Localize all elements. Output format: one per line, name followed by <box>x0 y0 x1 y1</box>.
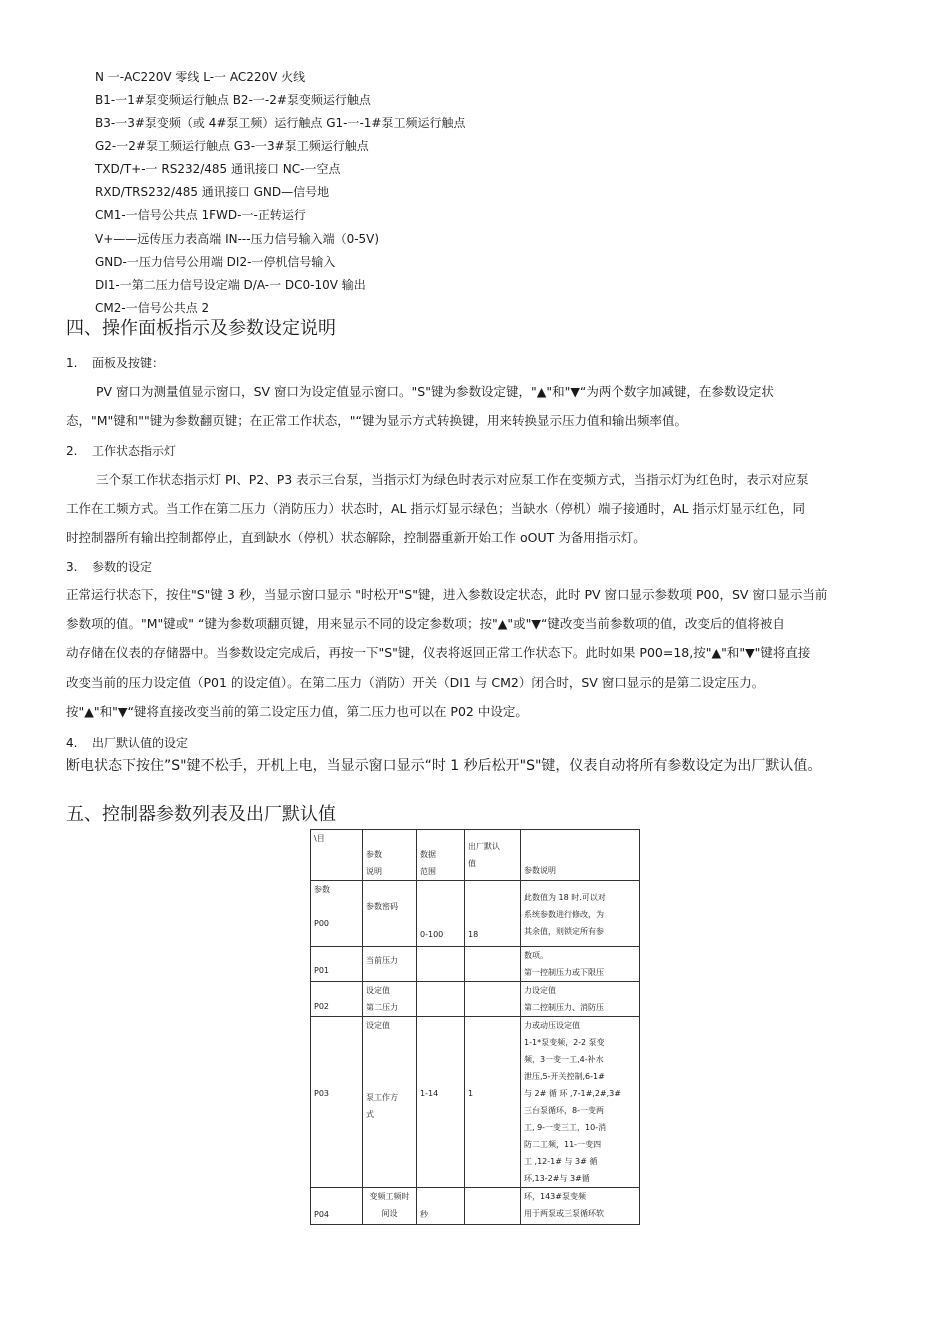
table-cell: 当前压力 <box>363 947 417 982</box>
table-cell: P04 <box>311 1188 363 1225</box>
table-cell: 此数值为 18 时.可以对 系统参数进行修改，为 其余值，则锁定所有参 <box>521 881 640 947</box>
item-number: 1. <box>66 356 78 370</box>
terminal-line: GND-一压力信号公用端 DI2-一停机信号输入 <box>95 255 336 269</box>
table-cell: 变频工频时 间设 <box>363 1188 417 1225</box>
table-cell <box>417 982 465 1017</box>
table-cell: 参数密码 <box>363 881 417 947</box>
table-cell: 设定值 泵工作方 式 <box>363 1017 417 1188</box>
section-heading: 五、控制器参数列表及出厂默认值 <box>66 804 336 825</box>
table-cell: 设定值 第二压力 <box>363 982 417 1017</box>
paragraph-line: 工作在工频方式。当工作在第二压力（消防压力）状态时，AL 指示灯显示绿色；当缺水（停机）端子接通时，AL 指示灯显示红色，同 <box>66 501 805 516</box>
item-title: 工作状态指示灯 <box>92 444 177 458</box>
numbered-heading <box>66 559 152 575</box>
terminal-line: N 一-AC220V 零线 L-一 AC220V 火线 <box>95 70 306 84</box>
terminal-line: CM1-一信号公共点 1FWD-一-正转运行 <box>95 208 306 222</box>
table-cell <box>465 1188 521 1225</box>
table-row <box>311 947 640 982</box>
header-cell: \目 <box>311 830 363 881</box>
terminal-line: B1-一1#泵变频运行触点 B2-一-2#泵变频运行触点 <box>95 93 371 107</box>
paragraph-line: 时控制器所有输出控制都停止，直到缺水（停机）状态解除，控制器重新开始工作 oOUT 为备用指示灯。 <box>66 530 646 545</box>
table-row <box>311 1188 640 1225</box>
terminal-line: G2-一2#泵工频运行触点 G3-一3#泵工频运行触点 <box>95 139 369 153</box>
terminal-line: DI1-一第二压力信号设定端 D/A-一 DC0-10V 输出 <box>95 278 366 292</box>
table-cell <box>465 947 521 982</box>
item-title: 参数的设定 <box>92 560 153 574</box>
table-cell <box>465 982 521 1017</box>
table-cell: P03 <box>311 1017 363 1188</box>
table-cell: 数项。 第一控制压力或下限压 <box>521 947 640 982</box>
paragraph-line: 参数项的值。"M"键或" “键为参数项翻页键，用来显示不同的设定参数项；按"▲"或"▼“键改变当前参数项的值，改变后的值将被自 <box>66 616 785 631</box>
table-cell: 参数 P00 <box>311 881 363 947</box>
paragraph-line: 三个泵工作状态指示灯 PI、P2、P3 表示三台泵，当指示灯为绿色时表示对应泵工作在变频方式，当指示灯为红色时，表示对应泵 <box>96 472 809 487</box>
table-cell: 1-14 <box>417 1017 465 1188</box>
terminal-line: TXD/T+-一 RS232/485 通讯接口 NC-一空点 <box>95 162 341 176</box>
item-number: 2. <box>66 444 78 458</box>
paragraph-line: PV 窗口为测量值显示窗口，SV 窗口为设定值显示窗口。"S"键为参数设定键，"▲"和"▼“为两个数字加减键，在参数设定状 <box>96 384 774 399</box>
table-cell: 0-100 <box>417 881 465 947</box>
table-cell <box>417 947 465 982</box>
table-cell: 1 <box>465 1017 521 1188</box>
header-cell: 数据 范围 <box>417 830 465 881</box>
table-cell: 力或动压设定值 1-1*泵变频，2-2 泵变 频，3一变一工,4-补水 泄压,5-开关控制,6-1# 与 2# 循 环 ,7-1#,2#,3# 三台泵循环，8-一变两 工, 9-一变三工，10-消 防二工频，11-一变四 工 ,12-1# 与 3# 循 环,13-2#与 3#循 <box>521 1017 640 1188</box>
table-row <box>311 982 640 1017</box>
terminal-line: RXD/TRS232/485 通讯接口 GND—信号地 <box>95 185 330 199</box>
terminal-line: V+——远传压力表高端 IN---压力信号输入端（0-5V) <box>95 232 380 246</box>
paragraph-line: 按"▲"和"▼“键将直接改变当前的第二设定压力值，第二压力也可以在 P02 中设定。 <box>66 704 528 719</box>
table-cell: 秒 <box>417 1188 465 1225</box>
numbered-heading <box>66 443 176 459</box>
header-cell: 出厂默认 值 <box>465 830 521 881</box>
numbered-heading <box>66 355 164 371</box>
table-cell: P02 <box>311 982 363 1017</box>
table-cell: 力设定值 第二控制压力、消防压 <box>521 982 640 1017</box>
table-header-row <box>311 830 640 881</box>
paragraph-line: 改变当前的压力设定值（P01 的设定值）。在第二压力（消防）开关（DI1 与 CM2）闭合时，SV 窗口显示的是第二设定压力。 <box>66 675 765 690</box>
item-number: 3. <box>66 560 78 574</box>
header-cell: 参数 说明 <box>363 830 417 881</box>
parameter-table <box>310 829 640 1225</box>
paragraph-line: 正常运行状态下，按住"S"键 3 秒，当显示窗口显示 "时松开"S"键，进入参数设定状态，此时 PV 窗口显示参数项 P00，SV 窗口显示当前 <box>66 587 828 602</box>
section-heading: 四、操作面板指示及参数设定说明 <box>66 318 336 339</box>
paragraph-line: 动存储在仪表的存储器中。当参数设定完成后，再按一下"S"键，仪表将返回正常工作状态下。此时如果 P00=18,按"▲"和"▼"键将直接 <box>66 645 811 660</box>
table-row <box>311 1017 640 1188</box>
header-cell: 参数说明 <box>521 830 640 881</box>
table-cell: 18 <box>465 881 521 947</box>
terminal-line: CM2-一信号公共点 2 <box>95 301 210 315</box>
terminal-line: B3-一3#泵变频（或 4#泵工频）运行触点 G1-一-1#泵工频运行触点 <box>95 116 466 130</box>
paragraph-line: 断电状态下按住”S"键不松手，开机上电，当显示窗口显示“时 1 秒后松开"S"键，仪表自动将所有参数设定为出厂默认值。 <box>66 758 822 774</box>
numbered-heading <box>66 735 188 751</box>
table-cell: P01 <box>311 947 363 982</box>
paragraph-line: 态，"M"键和""键为参数翻页键；在正常工作状态，"“键为显示方式转换键，用来转换显示压力值和输出频率值。 <box>66 413 688 428</box>
item-title: 面板及按键： <box>92 356 165 370</box>
table-row <box>311 881 640 947</box>
item-number: 4. <box>66 736 78 750</box>
table-cell: 环，143#泵变频 用于两泵或三泵循环软 <box>521 1188 640 1225</box>
item-title: 出厂默认值的设定 <box>92 736 189 750</box>
